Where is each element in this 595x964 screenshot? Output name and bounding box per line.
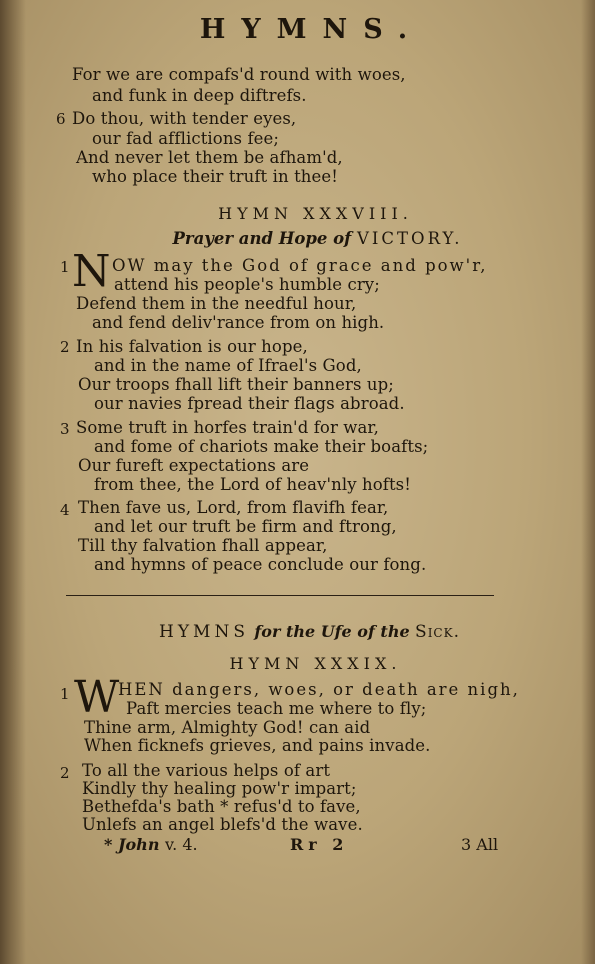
- verse-line: To all the various helps of art: [82, 761, 331, 780]
- stanza-number: 2: [60, 764, 70, 782]
- verse-line: Do thou, with tender eyes,: [72, 109, 297, 128]
- drop-cap: N: [72, 246, 111, 297]
- verse-line: And never let them be afham'd,: [76, 148, 343, 167]
- verse-line: and funk in deep diftrefs.: [92, 86, 307, 105]
- verse-line: OW may the God of grace and pow'r,: [112, 256, 488, 275]
- verse-line: our fad afflictions fee;: [92, 129, 280, 148]
- verse-line: and fend deliv'rance from on high.: [92, 313, 385, 332]
- verse-line: Kindly thy healing pow'r impart;: [82, 779, 357, 798]
- verse-line: from thee, the Lord of heav'nly hofts!: [94, 475, 411, 494]
- verse-line: who place their truft in thee!: [92, 167, 338, 186]
- footnote: [104, 835, 198, 854]
- stanza-number: 1: [60, 685, 70, 703]
- hymn-heading: HYMN XXXVIII.: [218, 204, 413, 223]
- verse-line: Bethefda's bath * refus'd to fave,: [82, 797, 361, 816]
- verse-line: Defend them in the needful hour,: [76, 294, 357, 313]
- section-heading-smallcaps: Sick.: [415, 622, 460, 642]
- running-head: HYMNS.: [199, 14, 424, 45]
- verse-line: and fome of chariots make their boafts;: [94, 437, 429, 456]
- section-rule: [66, 595, 494, 596]
- verse-line: For we are compafs'd round with woes,: [72, 65, 406, 84]
- stanza-number: 2: [60, 338, 70, 356]
- hymn-title-caps: VICTORY.: [356, 229, 463, 248]
- stanza-number: 3: [60, 420, 70, 438]
- verse-line: and in the name of Ifrael's God,: [94, 356, 362, 375]
- verse-line: and hymns of peace conclude our fong.: [94, 555, 427, 574]
- verse-line: Our troops fhall lift their banners up;: [78, 375, 394, 394]
- footnote-book: * John: [104, 835, 160, 854]
- verse-line: Our fureft expectations are: [78, 456, 310, 475]
- verse-line: and let our truft be firm and ftrong,: [94, 517, 397, 536]
- footnote-verse: v. 4.: [165, 835, 198, 854]
- verse-line: our navies fpread their flags abroad.: [94, 394, 405, 413]
- verse-line: In his falvation is our hope,: [76, 337, 308, 356]
- section-heading: [0, 622, 595, 642]
- verse-line: attend his people's humble cry;: [114, 275, 380, 294]
- verse-line: Then fave us, Lord, from flavifh fear,: [78, 498, 389, 517]
- hymn-title-italic: Prayer and Hope of: [172, 229, 352, 248]
- page-edge-shadow-right: [581, 0, 595, 964]
- verse-line: When ficknefs grieves, and pains invade.: [84, 736, 431, 755]
- verse-line: HEN dangers, woes, or death are nigh,: [118, 680, 520, 699]
- stanza-number: 6: [56, 110, 66, 128]
- drop-cap: W: [74, 672, 120, 723]
- verse-line: Till thy falvation fhall appear,: [78, 536, 328, 555]
- page-edge-shadow: [0, 0, 26, 964]
- section-heading-italic: for the Ufe of the: [254, 622, 410, 641]
- verse-line: Some truft in horfes train'd for war,: [76, 418, 379, 437]
- verse-line: Unlefs an angel blefs'd the wave.: [82, 815, 363, 834]
- signature-mark: Rr 2: [290, 835, 349, 854]
- stanza-number: 1: [60, 258, 70, 276]
- verse-line: Paft mercies teach me where to fly;: [126, 699, 427, 718]
- stanza-number: 4: [60, 501, 70, 519]
- section-heading-caps: HYMNS: [159, 622, 249, 642]
- verse-line: Thine arm, Almighty God! can aid: [84, 718, 371, 737]
- hymn-heading: HYMN XXXIX.: [229, 654, 402, 673]
- catchword: 3 All: [461, 835, 499, 854]
